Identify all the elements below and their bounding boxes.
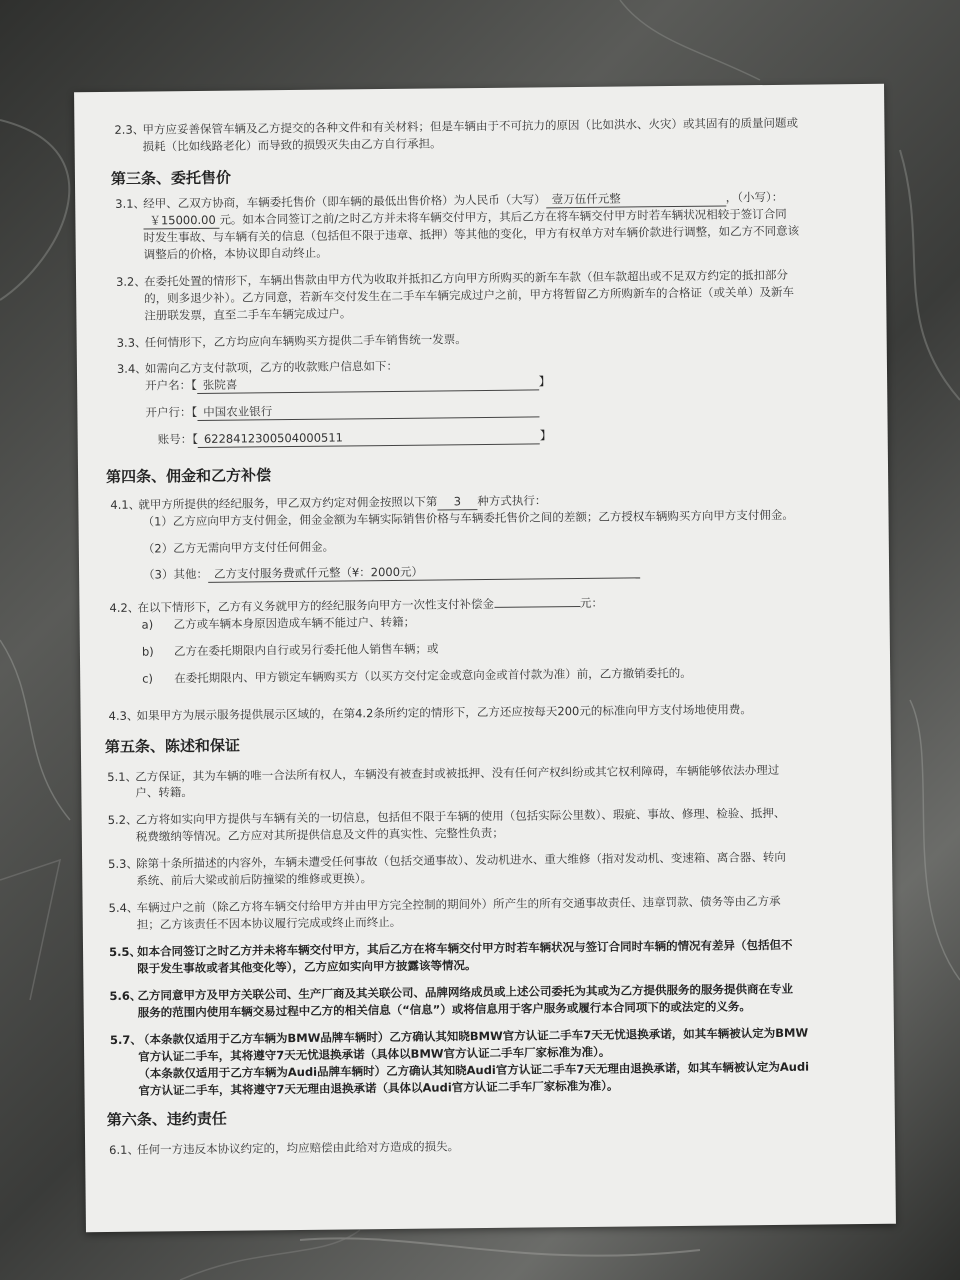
clause-5-2-line-2: 税费缴纳等情况。乙方应对其所提供信息及文件的真实性、完整性负责； — [135, 825, 504, 844]
page-content — [74, 84, 896, 1232]
clause-3-3: 3.3、任何情形下，乙方均应向车辆购买方提供二手车销售统一发票。 — [116, 332, 467, 350]
clause-4-2-line-1: 4.2、在以下情形下，乙方有义务就甲方的经纪服务向甲方一次性支付补偿金 元： — [109, 595, 604, 615]
clause-5-3-line-2: 系统、前后大梁或前后防撞梁的维修或更换）。 — [136, 871, 373, 888]
clause-5-6-line-1: 5.6、乙方同意甲方及甲方关联公司、生产厂商及其关联公司、品牌网络成员或上述公司委托为其或为乙方提供服务的服务提供商在专业 — [109, 981, 794, 1003]
article-4-heading: 第四条、佣金和乙方补偿 — [105, 466, 272, 486]
bank-row: 开户行：【 中国农业银行 — [145, 400, 539, 421]
clause-4-3: 4.3、如果甲方为展示服务提供展示区域的，在第4.2条所约定的情形下，乙方还应按每天200元的标准向甲方支付场地使用费。 — [108, 702, 752, 723]
compensation-field — [494, 606, 580, 608]
clause-6-1: 6.1、任何一方违反本协议约定的，均应赔偿由此给对方造成的损失。 — [109, 1139, 460, 1157]
amount-lower-field: ￥15000.00 — [143, 212, 219, 230]
clause-3-2-line-3: 注册联发票，直至二手车车辆完成过户。 — [144, 306, 352, 323]
article-3-heading: 第三条、委托售价 — [110, 168, 232, 188]
account-holder-field: 张院喜 — [197, 373, 539, 394]
clause-5-7-line-3: （本条款仅适用于乙方车辆为Audi品牌车辆时）乙方确认其知晓Audi官方认证二手车7天无理由退换承诺，如其车辆被认定为Audi — [138, 1059, 810, 1081]
amount-upper-field: 壹万伍仟元整 — [546, 189, 726, 208]
clause-4-2-item-a: a) 乙方或车辆本身原因造成车辆不能过户、转籍； — [141, 614, 416, 632]
account-number-field: 6228412300504000511 — [198, 427, 540, 448]
clause-5-4-line-2: 担；乙方该责任不因本协议履行完成或终止而终止。 — [136, 914, 402, 932]
clause-4-2-item-c: c) 在委托期限内、甲方锁定车辆购买方（以买方交付定金或意向金或首付款为准）前，乙方撤销委托的。 — [142, 665, 692, 686]
clause-3-1-line-4: 调整后的价格，本协议即自动终止。 — [143, 245, 328, 262]
clause-5-6-line-2: 服务的范围内使用车辆交易过程中乙方的相关信息（“信息”）或将信息用于客户服务或履行本合同项下的或法定的义务。 — [137, 999, 751, 1020]
clause-3-1-line-1: 3.1、经甲、乙双方协商，车辆委托售价（即车辆的最低出售价格）为人民币（大写） 壹万伍仟元整 ，（小写）： — [115, 189, 784, 211]
clause-5-1-line-1: 5.1、乙方保证，其为车辆的唯一合法所有权人，车辆没有被查封或被抵押、没有任何产权纠纷或其它权利障碍，车辆能够依法办理过 — [107, 762, 780, 784]
commission-option-2: （2）乙方无需向甲方支付任何佣金。 — [142, 539, 335, 556]
clause-5-7-line-4: 官方认证二手车，其将遵守7天无理由退换承诺（具体以Audi官方认证二手车厂家标准为准）。 — [138, 1078, 619, 1098]
clause-5-7-line-2: 官方认证二手车，其将遵守7天无忧退换承诺（具体以BMW官方认证二手车厂家标准为准）。 — [138, 1044, 611, 1064]
clause-5-5-line-1: 5.5、如本合同签订之时乙方并未将车辆交付甲方，其后乙方在将车辆交付甲方时若车辆状况与签订合同时车辆的情况有差异（包括但不 — [108, 937, 793, 959]
clause-3-4-line-1: 3.4、如需向乙方支付款项，乙方的收款账户信息如下： — [116, 358, 399, 376]
commission-option-1: （1）乙方应向甲方支付佣金，佣金金额为车辆实际销售价格与车辆委托售价之间的差额；乙方授权车辆购买方向甲方支付佣金。 — [142, 507, 794, 529]
commission-choice-field: 3 — [437, 493, 477, 510]
other-fee-field: 乙方支付服务费贰仟元整（¥：2000元） — [208, 561, 640, 583]
article-5-heading: 第五条、陈述和保证 — [104, 736, 241, 756]
clause-5-7-line-1: 5.7、（本条款仅适用于乙方车辆为BMW品牌车辆时）乙方确认其知晓BMW官方认证二手车7天无忧退换承诺，如其车辆被认定为BMW — [109, 1025, 809, 1047]
contract-page — [74, 84, 896, 1232]
bank-field: 中国农业银行 — [197, 400, 539, 421]
clause-4-1-line-1: 4.1、就甲方所提供的经纪服务，甲乙双方约定对佣金按照以下第 3 种方式执行： — [110, 493, 547, 512]
clause-5-3-line-1: 5.3、除第十条所描述的内容外，车辆未遭受任何事故（包括交通事故）、发动机进水、重大维修（指对发动机、变速箱、离合器、转向 — [108, 849, 786, 871]
clause-3-2-line-2: 的，则多退少补）。乙方同意，若新车交付发生在二手车车辆完成过户之前，甲方将暂留乙方所购新车的合格证（或关单）及新车 — [144, 284, 795, 306]
account-holder-row: 开户名：【 张院喜 】 — [145, 374, 551, 393]
clause-5-5-line-2: 限于发生事故或者其他变化等），乙方应如实向甲方披露该等情况。 — [137, 958, 477, 976]
clause-4-2-item-b: b) 乙方在委托期限内自行或另行委托他人销售车辆；或 — [141, 641, 439, 659]
clause-3-1-line-3: 时发生事故、与车辆有关的信息（包括但不限于违章、抵押）等其他的变化，甲方有权单方对车辆价款进行调整，如乙方不同意该 — [143, 223, 800, 245]
article-6-heading: 第六条、违约责任 — [106, 1109, 227, 1129]
commission-option-3: （3）其他： 乙方支付服务费贰仟元整（¥：2000元） — [143, 561, 640, 583]
clause-3-2-line-1: 3.2、在委托处置的情形下，车辆出售款由甲方代为收取并抵扣乙方向甲方所购买的新车车款（但车款超出或不足双方约定的抵扣部分 — [115, 267, 789, 289]
account-number-row: 账号：【 6228412300504000511 】 — [157, 428, 552, 447]
clause-3-1-line-2: ￥15000.00 元。如本合同签订之前/之时乙方并未将车辆交付甲方，其后乙方在将车辆交付甲方时若车辆状况相较于签订合同 — [143, 206, 787, 230]
clause-5-1-line-2: 户、转籍。 — [135, 785, 193, 800]
clause-2-3-line-1: 2.3、甲方应妥善保管车辆及乙方提交的各种文件和有关材料；但是车辆由于不可抗力的原因（比如洪水、火灾）或其固有的质量问题或 — [114, 115, 798, 137]
clause-5-4-line-1: 5.4、车辆过户之前（除乙方将车辆交付给甲方并由甲方完全控制的期间外）所产生的所有交通事故责任、违章罚款、债务等由乙方承 — [108, 893, 781, 915]
clause-2-3-line-2: 损耗（比如线路老化）而导致的损毁灭失由乙方自行承担。 — [142, 136, 442, 154]
clause-5-2-line-1: 5.2、乙方将如实向甲方提供与车辆有关的一切信息，包括但不限于车辆的使用（包括实际公里数）、瑕疵、事故、修理、检验、抵押、 — [107, 805, 786, 827]
